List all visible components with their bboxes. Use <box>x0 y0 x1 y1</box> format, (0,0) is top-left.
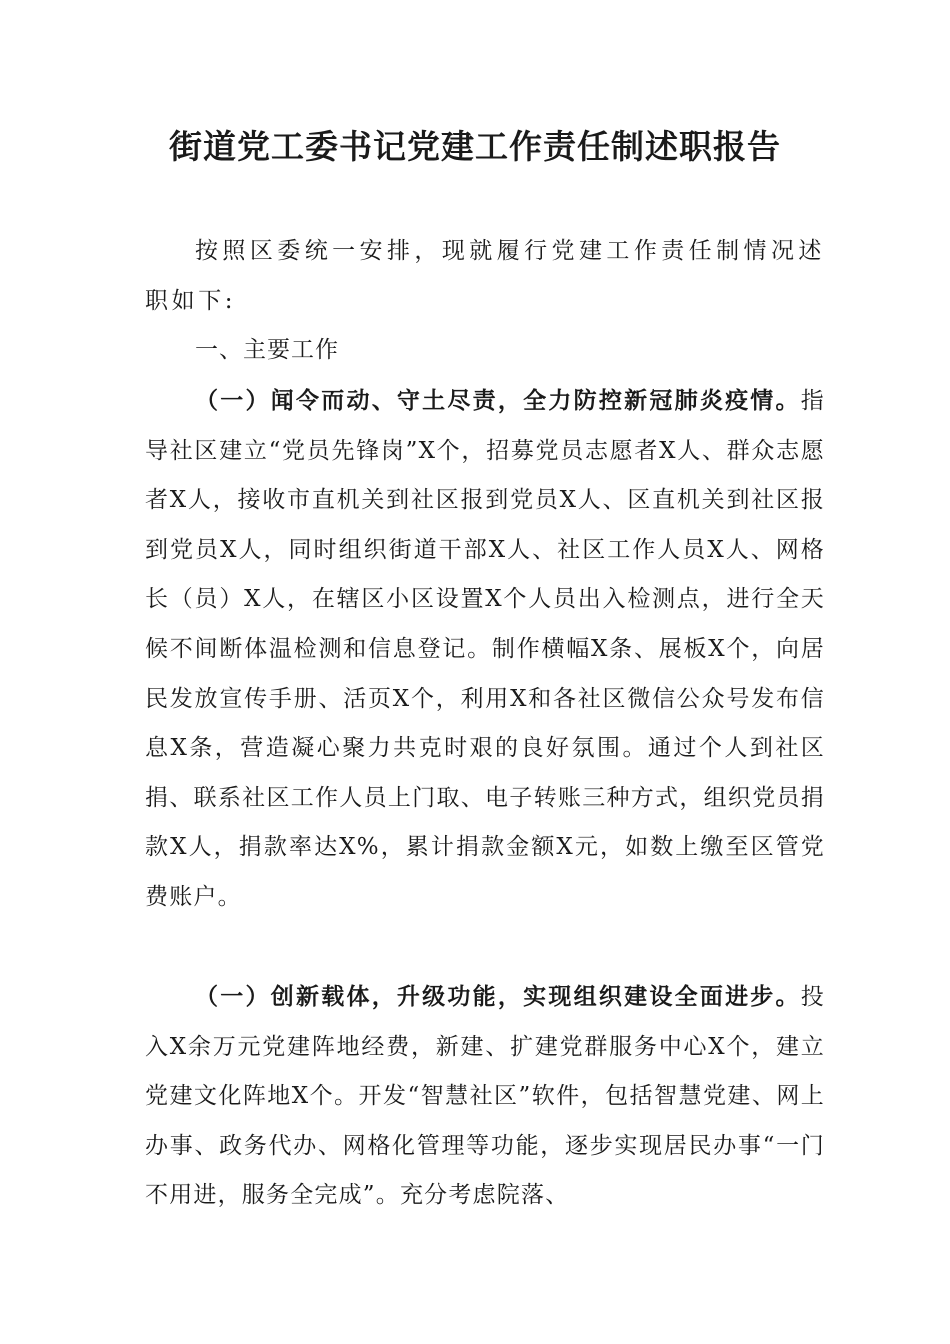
subsection-lead-organization: （一）创新载体，升级功能，实现组织建设全面进步。 <box>195 983 801 1010</box>
section-heading-main-work: 一、主要工作 <box>195 337 339 363</box>
subsection-lead-epidemic: （一）闻令而动、守土尽责，全力防控新冠肺炎疫情。 <box>195 387 801 414</box>
intro-paragraph: 按照区委统一安排，现就履行党建工作责任制情况述职如下: <box>145 238 825 314</box>
document-title: 街道党工委书记党建工作责任制述职报告 <box>169 127 781 166</box>
subsection-epidemic-prevention <box>145 376 825 923</box>
subsection-text-epidemic: 指导社区建立“党员先锋岗”X个，招募党员志愿者X人、群众志愿者X人，接收市直机关到社区报到党员X人、区直机关到社区报到党员X人，同时组织街道干部X人、社区工作人员X人、网格长（员）X人，在辖区小区设置X个人员出入检测点，进行全天候不间断体温检测和信息登记。制作横幅X条、展板X个，向居民发放宣传手册、活页X个，利用X和各社区微信公众号发布信息X条，营造凝心聚力共克时艰的良好氛围。通过个人到社区捐、联系社区工作人员上门取、电子转账三种方式，组织党员捐款X人，捐款率达X%，累计捐款金额X元，如数上缴至区管党费账户。 <box>145 388 825 910</box>
subsection-organization-building <box>145 972 825 1221</box>
subsection-text-organization: 投入X余万元党建阵地经费，新建、扩建党群服务中心X个，建立党建文化阵地X个。开发“智慧社区”软件，包括智慧党建、网上办事、政务代办、网格化管理等功能，逐步实现居民办事“一门不用进，服务全完成”。充分考虑院落、 <box>145 984 825 1209</box>
